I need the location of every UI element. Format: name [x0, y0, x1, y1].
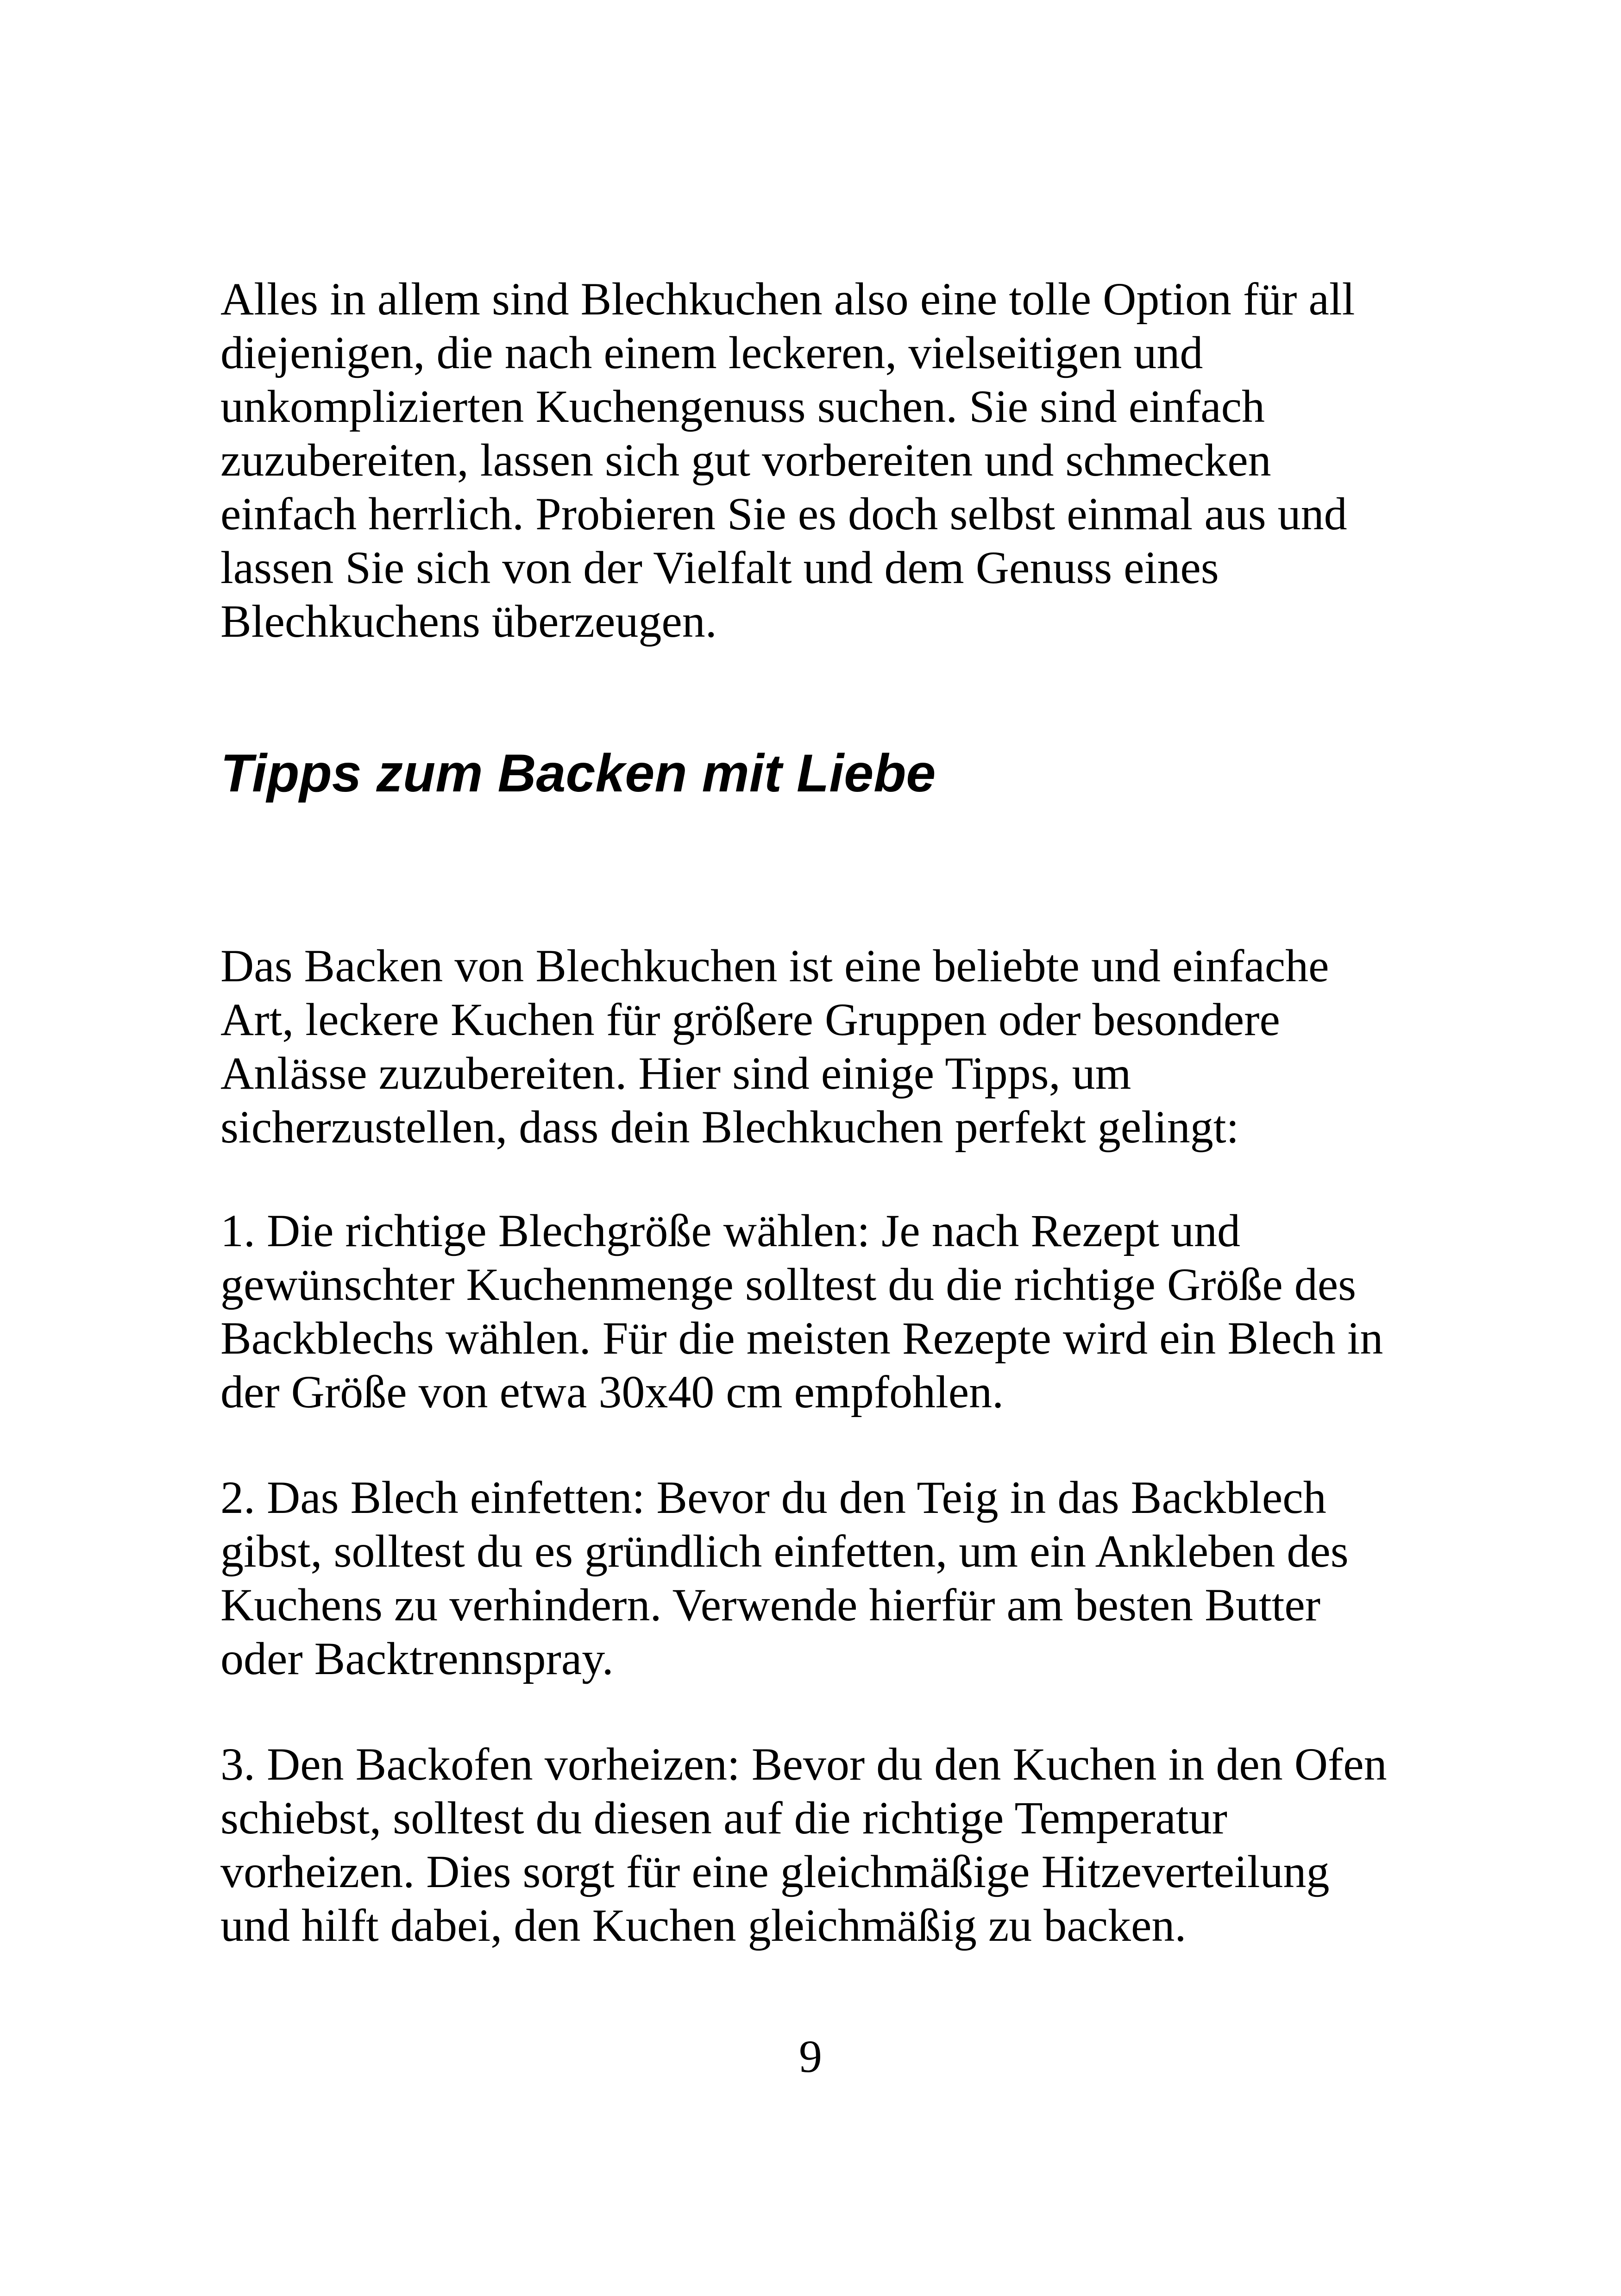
intro-paragraph: Alles in allem sind Blechkuchen also eine tolle Option für all diejenigen, die nach einem leckeren, vielseitigen und unkomplizierten Kuchengenuss suchen. Sie sind einfach zuzubereiten, lassen sich gut vorbereiten und schmecken einfach herrlich. Probieren Sie es doch selbst einmal aus und lassen Sie sich von der Vielfalt und dem Genuss eines Blechkuchens überzeugen.	[220, 273, 1355, 647]
page-number: 9	[799, 2031, 822, 2082]
section-heading: Tipps zum Backen mit Liebe	[220, 744, 936, 803]
tip-paragraph-2: 2. Das Blech einfetten: Bevor du den Teig in das Backblech gibst, solltest du es gründlich einfetten, um ein Ankleben des Kuchens zu verhindern. Verwende hierfür am besten Butter oder Backtrennspray.	[220, 1472, 1349, 1684]
tip-paragraph-3: 3. Den Backofen vorheizen: Bevor du den Kuchen in den Ofen schiebst, solltest du diesen auf die richtige Temperatur vorheizen. Dies sorgt für eine gleichmäßige Hitzeverteilung und hilft dabei, den Kuchen gleichmäßig zu backen.	[220, 1738, 1387, 1951]
lead-paragraph: Das Backen von Blechkuchen ist eine beliebte und einfache Art, leckere Kuchen für größere Gruppen oder besondere Anlässe zuzubereiten. Hier sind einige Tipps, um sicherzustellen, dass dein Blechkuchen perfekt gelingt:	[220, 940, 1329, 1153]
tip-paragraph-1: 1. Die richtige Blechgröße wählen: Je nach Rezept und gewünschter Kuchenmenge solltest du die richtige Größe des Backblechs wählen. Für die meisten Rezepte wird ein Blech in der Größe von etwa 30x40 cm empfohlen.	[220, 1205, 1383, 1418]
